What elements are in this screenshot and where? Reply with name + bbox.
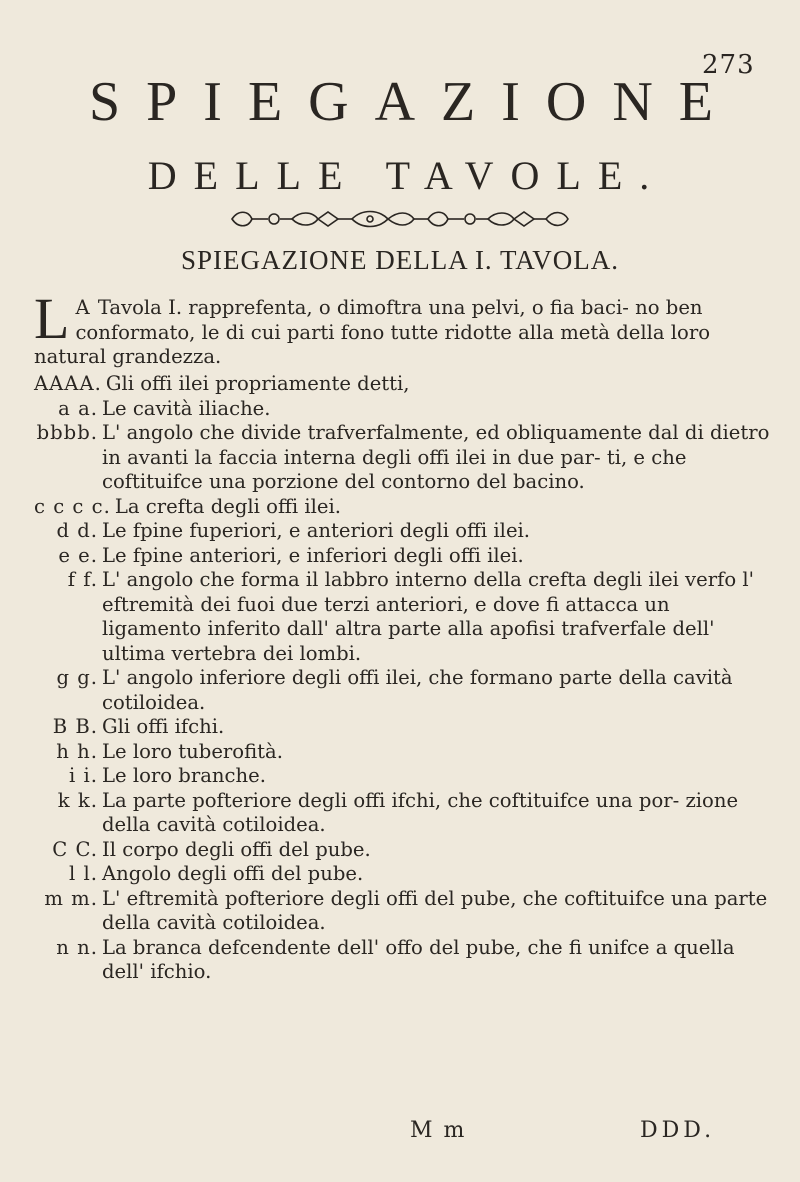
section-heading: SPIEGAZIONE DELLA I. TAVOLA. [180, 245, 620, 275]
signature-mark: M m [410, 1118, 467, 1143]
entry-text: Le fpine anteriori, e inferiori degli offi ilei. [102, 543, 524, 567]
entry-label: c c c c. [34, 494, 111, 518]
catchword: DDD. [640, 1118, 716, 1143]
legend-entry [34, 568, 774, 666]
intro-lead: A [75, 296, 92, 319]
legend-entry [34, 764, 774, 789]
entry-text: Gli offi ifchi. [102, 715, 225, 738]
entry-label: AAAA. [34, 372, 102, 395]
entry-label: e e. [58, 543, 98, 567]
entry-text: Il corpo degli offi del pube. [102, 837, 371, 861]
entry-text: Le loro tuberofità. [102, 739, 283, 763]
entry-label: B B. [52, 715, 98, 738]
intro-text: Tavola I. rapprefenta, o dimoftra una pelvi, o fia baci- no ben conformato, le di cui parti fono tutte ridotte alla metà della loro natural grandezza. [34, 296, 710, 368]
legend-entry [34, 862, 774, 887]
entry-text: Le loro branche. [102, 764, 266, 787]
legend-entry [34, 838, 774, 863]
legend-entry [34, 789, 774, 838]
entry-text: L' angolo che forma il labbro interno della crefta degli ilei verfo l' eftremità dei fuoi due terzi anteriori, e dove fi attacca un ligamento inferito dall' altra parte alla apofisi trafverfale dell' ultima vertebra dei lombi. [102, 568, 755, 665]
entry-label: n n. [56, 935, 98, 959]
entry-label: h h. [56, 739, 98, 763]
intro-paragraph [34, 286, 774, 370]
legend-entry [34, 372, 774, 397]
entry-text: La parte pofteriore degli offi ifchi, che coftituifce una por- zione della cavità cotiloidea. [102, 788, 739, 836]
legend-list [34, 372, 774, 985]
legend-entry [34, 495, 774, 520]
entry-label: l l. [69, 862, 98, 885]
sub-title: DELLE TAVOLE. [147, 153, 667, 198]
page-footer [0, 1118, 800, 1148]
entry-label: k k. [57, 788, 98, 812]
entry-label: f f. [67, 568, 98, 591]
legend-entry [34, 936, 774, 985]
entry-label: a a. [58, 396, 98, 420]
legend-entry [34, 715, 774, 740]
entry-label: d d. [56, 519, 98, 542]
entry-text: L' eftremità pofteriore degli offi del pube, che coftituifce una parte della cavità cotiloidea. [102, 886, 768, 934]
entry-label: m m. [44, 886, 98, 910]
legend-entry [34, 519, 774, 544]
legend-entry [34, 666, 774, 715]
legend-entry [34, 421, 774, 495]
main-title: SPIEGAZIONE [89, 71, 739, 133]
entry-label: i i. [69, 764, 98, 787]
entry-text: Angolo degli offi del pube. [102, 862, 364, 885]
entry-label: bbbb. [36, 421, 98, 444]
entry-text: La branca defcendente dell' offo del pube, che fi unifce a quella dell' ifchio. [102, 935, 735, 983]
drop-cap: L [34, 286, 70, 351]
entry-label: g g. [56, 666, 98, 689]
page-number: 273 [702, 50, 755, 80]
legend-entry [34, 887, 774, 936]
ornament-divider-icon [228, 208, 572, 230]
entry-label: C C. [52, 837, 98, 861]
entry-text: L' angolo inferiore degli offi ilei, che formano parte della cavità cotiloidea. [102, 666, 733, 714]
entry-text: Le cavità iliache. [102, 396, 271, 420]
entry-text: Le fpine fuperiori, e anteriori degli offi ilei. [102, 519, 531, 542]
entry-text: L' angolo che divide trafverfalmente, ed obliquamente dal di dietro in avanti la faccia interna degli offi ilei in due par- ti, e che coftituifce una porzione del contorno del bacino. [102, 421, 770, 493]
legend-entry [34, 544, 774, 569]
legend-entry [34, 397, 774, 422]
entry-text: La crefta degli offi ilei. [114, 494, 341, 518]
entry-text: Gli offi ilei propriamente detti, [105, 372, 410, 395]
legend-entry [34, 740, 774, 765]
